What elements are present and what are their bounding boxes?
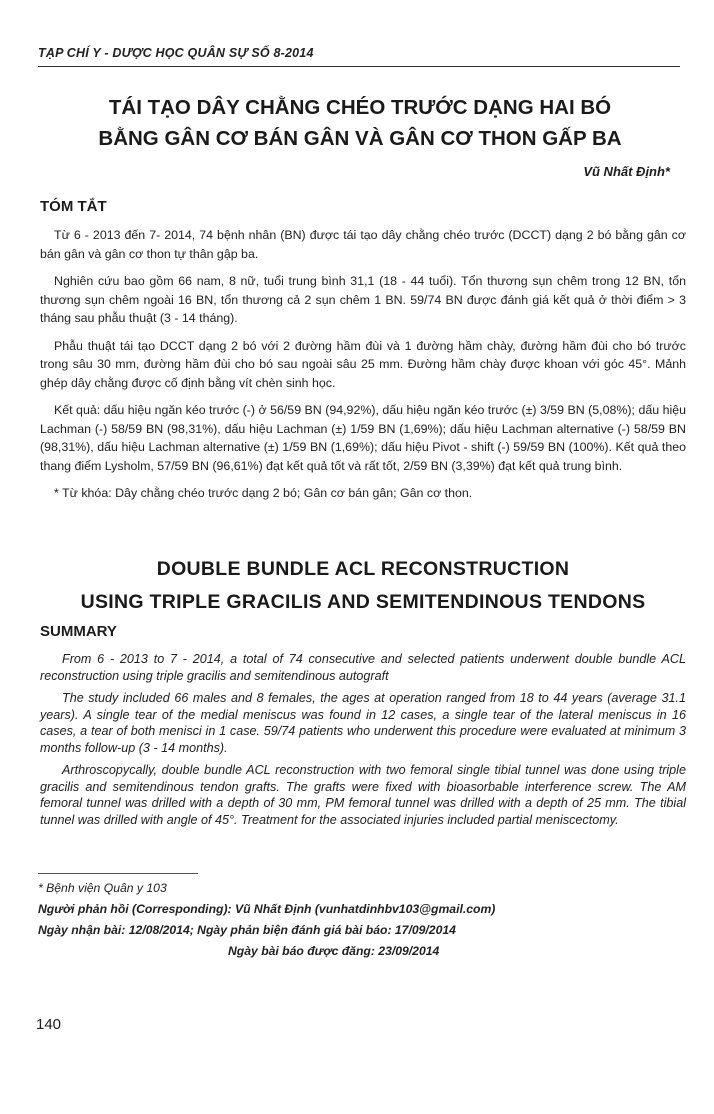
- summary-paragraph: From 6 - 2013 to 7 - 2014, a total of 74 consecutive and selected patients underwent double bundle ACL reconstruction using triple gracilis and semitendinous autograft: [40, 652, 686, 683]
- footnote-rule: [38, 873, 198, 874]
- header-rule: [38, 66, 680, 67]
- summary-paragraph: The study included 66 males and 8 females, the ages at operation ranged from 18 to 44 years (average 31.1 years). A single tear of the medial meniscus was found in 12 cases, a single tear of the lateral meniscus in 16 cases, a tear of both menisci in 1 case. 59/74 patients who underwent this procedure were evaluated at minimum 3 months follow-up (3 - 14 months).: [40, 691, 686, 755]
- title-en-line-2: USING TRIPLE GRACILIS AND SEMITENDINOUS TENDONS: [80, 591, 646, 613]
- abstract-vn-paragraph: Kết quả: dấu hiệu ngăn kéo trước (-) ở 56/59 BN (94,92%), dấu hiệu ngăn kéo trước (±) 3/59 BN (5,08%); dấu hiệu Lachman (-) 58/59 BN (98,31%), dấu hiệu Lachman (±) 1/59 BN (1,69%); dấu hiệu Lachman alternative (-) 58/59 BN (98,31%), dấu hiệu Lachman alternative (±) 1/59 BN (1,69%); dấu hiệu Pivot - shift (-) 59/59 BN (100%). Kết quả theo thang điểm Lysholm, 57/59 BN (96,61%) đạt kết quả tốt và rất tốt, 2/59 BN (3,39%) đạt kết quả trung bình.: [40, 403, 686, 473]
- footnote-corresponding: Người phản hồi (Corresponding): Vũ Nhất Định (vunhatdinhbv103@gmail.com): [38, 902, 496, 916]
- footnote-dates: Ngày nhận bài: 12/08/2014; Ngày phản biện đánh giá bài báo: 17/09/2014: [38, 923, 456, 937]
- abstract-vn: [40, 226, 686, 503]
- title-en-line-1: DOUBLE BUNDLE ACL RECONSTRUCTION: [156, 558, 570, 580]
- journal-header: TẠP CHÍ Y - DƯỢC HỌC QUÂN SỰ SỐ 8-2014: [38, 46, 314, 60]
- author: Vũ Nhất Định*: [583, 164, 670, 179]
- footnote-published: Ngày bài báo được đăng: 23/09/2014: [228, 944, 440, 958]
- summary-heading: SUMMARY: [40, 623, 117, 640]
- summary-en: [40, 651, 686, 834]
- abstract-vn-paragraph: Phẫu thuật tái tạo DCCT dạng 2 bó với 2 đường hầm đùi và 1 đường hầm chày, đường hầm đùi cho bó trước trong sâu 30 mm, đường hầm đùi cho bó sau ngoài sâu 25 mm. Đường hầm chày được khoan với góc 45°. Mảnh ghép dây chằng được cố định bằng vít chèn sinh học.: [40, 338, 686, 390]
- page-number: 140: [36, 1016, 62, 1033]
- abstract-vn-paragraph: Nghiên cứu bao gồm 66 nam, 8 nữ, tuổi trung bình 31,1 (18 - 44 tuổi). Tổn thương sụn chêm trong 12 BN, tổn thương sụn chêm ngoài 16 BN, tổn thương cả 2 sụn chêm 1 BN. 59/74 BN được đánh giá kết quả ở thời điểm > 3 tháng sau phẫu thuật (3 - 14 tháng).: [40, 274, 686, 325]
- title-vn-line-2: BẰNG GÂN CƠ BÁN GÂN VÀ GÂN CƠ THON GẤP BA: [98, 127, 622, 150]
- keywords: * Từ khóa: Dây chằng chéo trước dạng 2 bó; Gân cơ bán gân; Gân cơ thon.: [54, 486, 473, 500]
- footnote-affiliation: * Bệnh viện Quân y 103: [38, 881, 167, 895]
- abstract-vn-heading: TÓM TẮT: [40, 198, 107, 215]
- abstract-vn-paragraph: Từ 6 - 2013 đến 7- 2014, 74 bệnh nhân (BN) được tái tạo dây chằng chéo trước (DCCT) dạng 2 bó bằng gân cơ bán gân và gân cơ thon tự thân gập ba.: [40, 228, 686, 261]
- title-vn-line-1: TÁI TẠO DÂY CHẰNG CHÉO TRƯỚC DẠNG HAI BÓ: [108, 96, 612, 119]
- summary-paragraph: Arthroscopycally, double bundle ACL reconstruction with two femoral single tibial tunnel was done using triple gracilis and semitendinous tendon grafts. The grafts were fixed with bioasorbable interference screw. The AM femoral tunnel was drilled with a depth of 30 mm, PM femoral tunnel was drilled with a depth of 25 mm. The tibial tunnel was drilled with angle of 45°. Treatment for the associated injuries included partial meniscectomy.: [40, 763, 686, 827]
